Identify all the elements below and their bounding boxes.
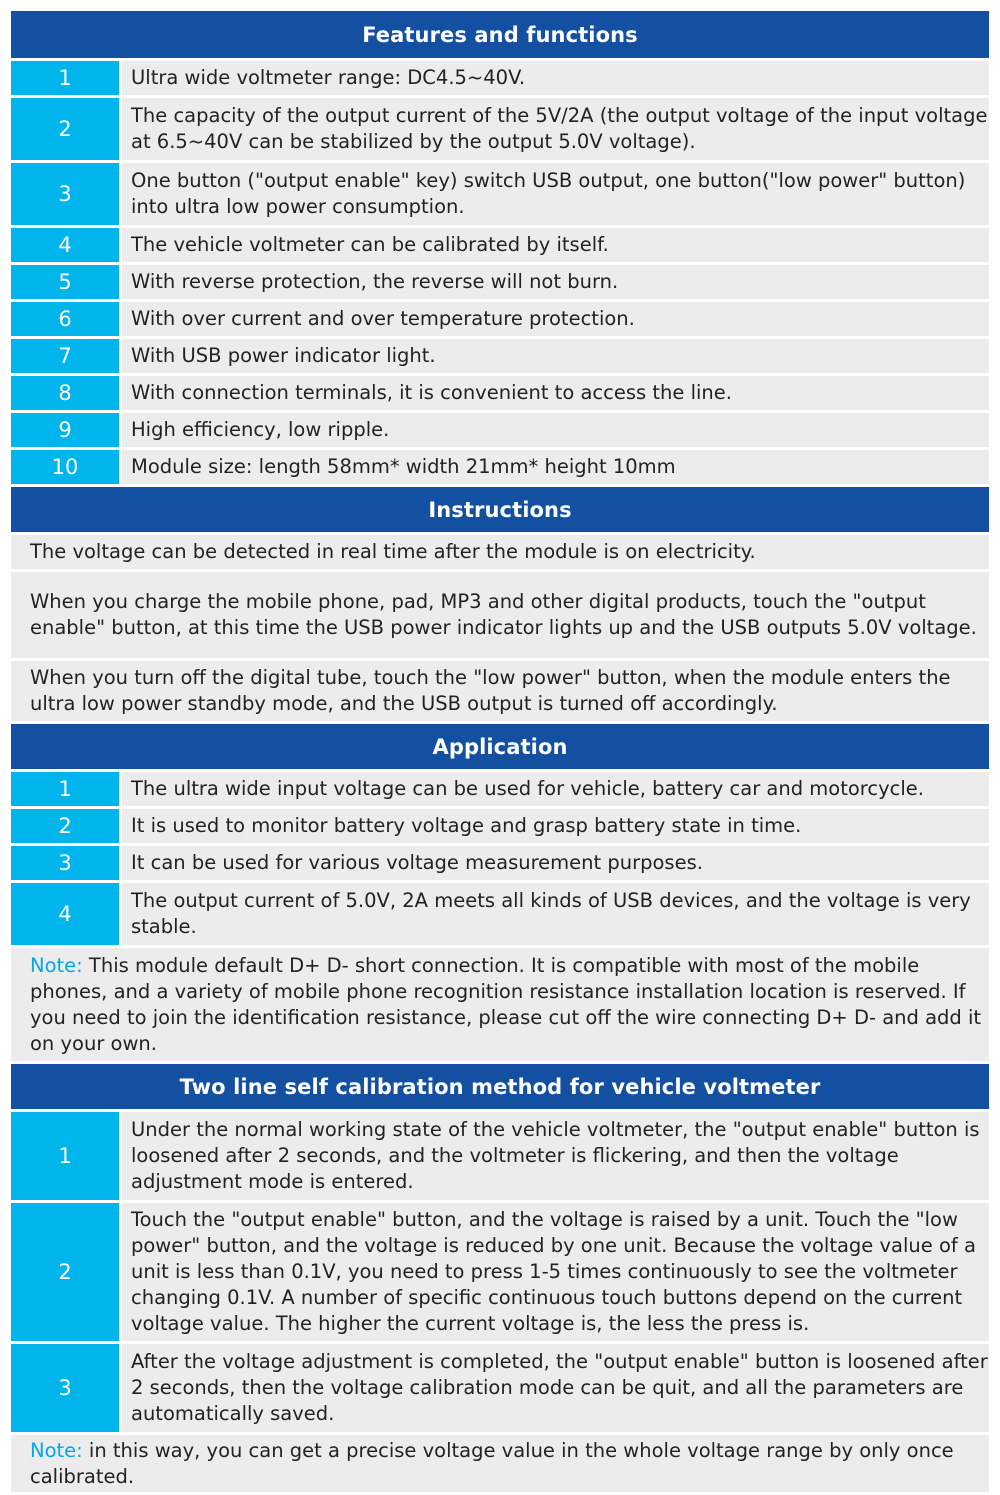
feature-row xyxy=(11,61,989,95)
calibration-row xyxy=(11,1203,989,1341)
row-number: 3 xyxy=(11,1344,119,1432)
row-text: With over current and over temperature protection. xyxy=(122,302,989,336)
row-number: 4 xyxy=(11,228,119,262)
instruction-item: The voltage can be detected in real time after the module is on electricity. xyxy=(11,535,989,569)
feature-row xyxy=(11,98,989,160)
feature-row xyxy=(11,265,989,299)
section-header-application: Application xyxy=(11,724,989,769)
row-number: 1 xyxy=(11,61,119,95)
row-number: 10 xyxy=(11,450,119,484)
row-text: After the voltage adjustment is completed, the "output enable" button is loosened after 2 seconds, then the voltage calibration mode can be quit, and all the parameters are automatically saved. xyxy=(122,1344,989,1432)
feature-row xyxy=(11,413,989,447)
section-header-features: Features and functions xyxy=(11,11,989,58)
note-paragraph xyxy=(30,953,989,1057)
feature-row xyxy=(11,376,989,410)
row-number: 1 xyxy=(11,772,119,806)
row-text: The capacity of the output current of the 5V/2A (the output voltage of the input voltage at 6.5~40V can be stabilized by the output 5.0V voltage). xyxy=(122,98,989,160)
row-number: 6 xyxy=(11,302,119,336)
application-row xyxy=(11,883,989,945)
note-text: in this way, you can get a precise voltage value in the whole voltage range by only once calibrated. xyxy=(30,1438,954,1488)
row-text: High efficiency, low ripple. xyxy=(122,413,989,447)
application-row xyxy=(11,846,989,880)
feature-row xyxy=(11,163,989,225)
row-number: 2 xyxy=(11,98,119,160)
application-note xyxy=(11,948,989,1061)
note-label: Note: xyxy=(30,953,83,977)
application-row xyxy=(11,809,989,843)
feature-row xyxy=(11,302,989,336)
calibration-note xyxy=(11,1435,989,1492)
row-text: With reverse protection, the reverse will not burn. xyxy=(122,265,989,299)
row-text: The vehicle voltmeter can be calibrated by itself. xyxy=(122,228,989,262)
row-number: 7 xyxy=(11,339,119,373)
instruction-item: When you turn off the digital tube, touch the "low power" button, when the module enters the ultra low power standby mode, and the USB output is turned off accordingly. xyxy=(11,661,989,721)
instruction-item: When you charge the mobile phone, pad, MP3 and other digital products, touch the "output enable" button, at this time the USB power indicator lights up and the USB outputs 5.0V voltage. xyxy=(11,572,989,658)
calibration-row xyxy=(11,1344,989,1432)
row-number: 9 xyxy=(11,413,119,447)
row-number: 5 xyxy=(11,265,119,299)
row-text: With USB power indicator light. xyxy=(122,339,989,373)
row-number: 2 xyxy=(11,809,119,843)
application-row xyxy=(11,772,989,806)
row-text: Under the normal working state of the vehicle voltmeter, the "output enable" button is loosened after 2 seconds, and the voltmeter is flickering, and then the voltage adjustment mode is entered. xyxy=(122,1112,989,1200)
row-text: With connection terminals, it is convenient to access the line. xyxy=(122,376,989,410)
feature-row xyxy=(11,228,989,262)
row-text: One button ("output enable" key) switch USB output, one button("low power" button) into ultra low power consumption. xyxy=(122,163,989,225)
row-number: 3 xyxy=(11,846,119,880)
row-number: 3 xyxy=(11,163,119,225)
section-header-calibration: Two line self calibration method for vehicle voltmeter xyxy=(11,1064,989,1109)
row-text: Module size: length 58mm* width 21mm* height 10mm xyxy=(122,450,989,484)
feature-row xyxy=(11,450,989,484)
row-text: Touch the "output enable" button, and the voltage is raised by a unit. Touch the "low power" button, and the voltage is reduced by one unit. Because the voltage value of a unit is less than 0.1V, you need to press 1-5 times continuously to see the voltmeter changing 0.1V. A number of specific continuous touch buttons depend on the current voltage value. The higher the current voltage is, the less the press is. xyxy=(122,1203,989,1341)
row-text: It can be used for various voltage measurement purposes. xyxy=(122,846,989,880)
calibration-row xyxy=(11,1112,989,1200)
row-text: The output current of 5.0V, 2A meets all kinds of USB devices, and the voltage is very stable. xyxy=(122,883,989,945)
row-text: Ultra wide voltmeter range: DC4.5~40V. xyxy=(122,61,989,95)
note-text: This module default D+ D- short connection. It is compatible with most of the mobile phones, and a variety of mobile phone recognition resistance installation location is reserved. If you need to join the identification resistance, please cut off the wire connecting D+ D- and add it on your own. xyxy=(30,953,982,1055)
note-label: Note: xyxy=(30,1438,83,1462)
row-number: 2 xyxy=(11,1203,119,1341)
row-number: 8 xyxy=(11,376,119,410)
spec-sheet xyxy=(11,11,989,1495)
row-number: 4 xyxy=(11,883,119,945)
row-text: The ultra wide input voltage can be used for vehicle, battery car and motorcycle. xyxy=(122,772,989,806)
row-text: It is used to monitor battery voltage and grasp battery state in time. xyxy=(122,809,989,843)
section-header-instructions: Instructions xyxy=(11,487,989,532)
feature-row xyxy=(11,339,989,373)
note-paragraph xyxy=(30,1438,989,1490)
row-number: 1 xyxy=(11,1112,119,1200)
